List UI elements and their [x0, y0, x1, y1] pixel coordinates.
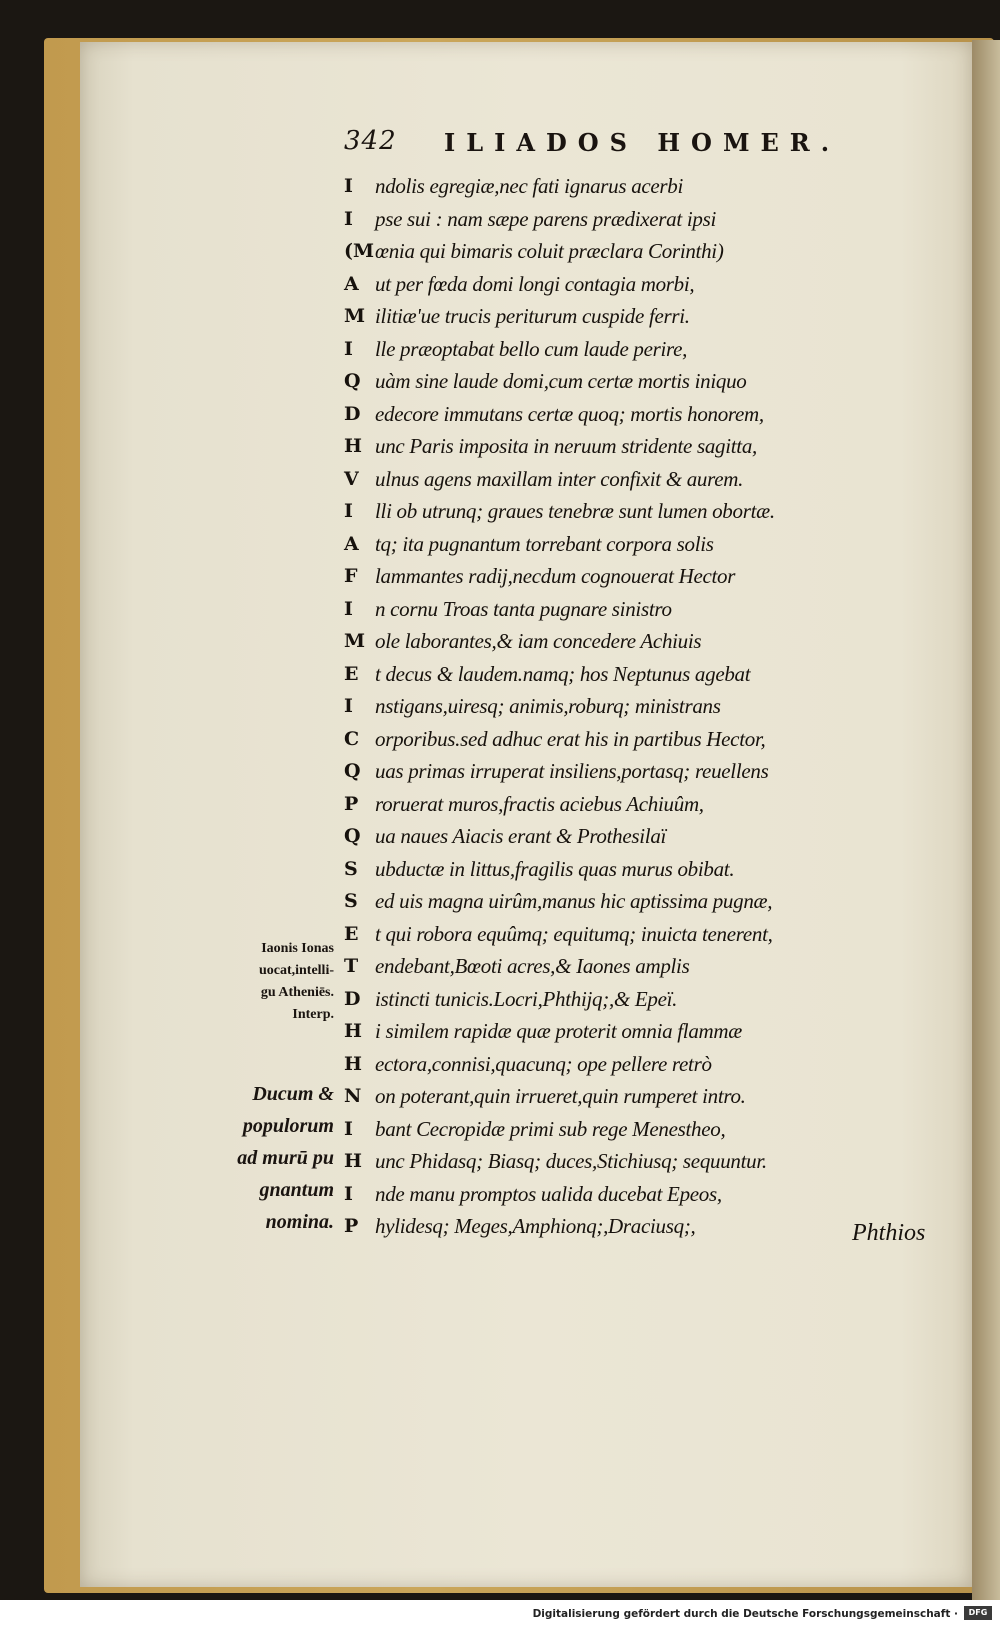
verse-text: nstigans,uiresq; animis,roburq; ministrans	[375, 694, 721, 718]
verse-line	[344, 788, 904, 821]
verse-line	[344, 528, 904, 561]
verse-line	[344, 755, 904, 788]
verse-line	[344, 1113, 904, 1146]
verse-text: ed uis magna uirûm,manus hic aptissima pugnæ,	[375, 889, 773, 913]
verse-initial: M	[344, 630, 366, 652]
verse-text: orporibus.sed adhuc erat his in partibus Hector,	[375, 726, 766, 751]
verse-line	[344, 268, 904, 301]
verse-initial: F	[344, 565, 358, 587]
verse-block	[344, 170, 904, 1243]
funding-credit: Digitalisierung gefördert durch die Deutsche Forschungsgemeinschaft ·	[532, 1608, 958, 1620]
verse-initial: H	[344, 1150, 362, 1172]
verse-line	[344, 983, 904, 1016]
verse-line	[344, 625, 904, 658]
verse-text: ubductæ in littus,fragilis quas murus obibat.	[375, 856, 735, 881]
margin-note-line: gnantum	[259, 1179, 334, 1201]
verse-initial: I	[344, 695, 353, 717]
verse-text: uàm sine laude domi,cum certæ mortis iniquo	[375, 369, 747, 393]
verse-initial: E	[344, 662, 359, 685]
verse-initial: Q	[344, 825, 361, 847]
verse-line	[344, 1210, 904, 1243]
verse-line	[344, 398, 904, 431]
verse-initial: (M	[344, 240, 375, 262]
verse-text: n cornu Troas tanta pugnare sinistro	[375, 596, 672, 621]
verse-line	[344, 463, 904, 496]
verse-line	[344, 1145, 904, 1178]
margin-note-line: Interp.	[292, 1007, 334, 1022]
verse-text: hylidesq; Meges,Amphionq;,Draciusq;,	[375, 1214, 696, 1238]
verse-line	[344, 560, 904, 593]
verse-line	[344, 333, 904, 366]
verse-line	[344, 1048, 904, 1081]
verse-initial: N	[344, 1085, 362, 1107]
verse-line	[344, 1178, 904, 1211]
verse-text: ua naues Aiacis erant & Prothesilaï	[375, 824, 667, 848]
verse-line	[344, 658, 904, 691]
verse-initial: I	[344, 207, 353, 230]
verse-text: ectora,connisi,quacunq; ope pellere retrò	[375, 1051, 712, 1076]
verse-line	[344, 1015, 904, 1048]
verse-line	[344, 723, 904, 756]
verse-text: t qui robora equûmq; equitumq; inuicta tenerent,	[375, 921, 773, 946]
running-head	[344, 126, 844, 166]
verse-initial: H	[344, 435, 362, 457]
verse-line	[344, 235, 904, 268]
verse-initial: I	[344, 597, 353, 620]
verse-initial: P	[344, 792, 359, 815]
verse-initial: P	[344, 1215, 359, 1237]
verse-initial: H	[344, 1052, 362, 1075]
verse-initial: I	[344, 500, 353, 522]
verse-text: endebant,Bœoti acres,& Iaones amplis	[375, 954, 690, 978]
verse-text: œnia qui bimaris coluit præclara Corinthi)	[375, 239, 724, 263]
catchword: Phthios	[852, 1220, 926, 1246]
margin-note-line: nomina.	[265, 1211, 334, 1233]
verse-text: lli ob utrunq; graues tenebræ sunt lumen obortæ.	[375, 499, 775, 523]
verse-initial: T	[344, 955, 359, 977]
verse-text: roruerat muros,fractis aciebus Achiuûm,	[375, 791, 704, 816]
verse-text: uas primas irruperat insiliens,portasq; reuellens	[375, 759, 769, 783]
footer	[0, 1600, 1000, 1628]
verse-initial: H	[344, 1020, 362, 1042]
verse-initial: A	[344, 272, 359, 295]
verse-initial: V	[344, 467, 359, 490]
verse-text: edecore immutans certæ quoq; mortis honorem,	[375, 401, 764, 426]
verse-initial: I	[344, 1117, 353, 1140]
verse-initial: A	[344, 532, 359, 555]
margin-note-line: gu Atheniēs.	[260, 985, 334, 1000]
verse-text: bant Cecropidæ primi sub rege Menestheo,	[375, 1116, 726, 1141]
verse-initial: E	[344, 922, 359, 945]
margin-note-line: populorum	[242, 1115, 334, 1137]
verse-line	[344, 690, 904, 723]
verse-line	[344, 495, 904, 528]
verse-text: ulnus agens maxillam inter confixit & aurem.	[375, 466, 744, 491]
verse-line	[344, 365, 904, 398]
verse-line	[344, 885, 904, 918]
verse-text: nde manu promptos ualida ducebat Epeos,	[375, 1181, 722, 1206]
margin-note-line: ad murū pu	[237, 1147, 334, 1169]
verse-line	[344, 300, 904, 333]
verse-initial: I	[344, 175, 353, 197]
verse-initial: Q	[344, 370, 361, 392]
verse-initial: C	[344, 727, 360, 750]
verse-initial: I	[344, 1182, 353, 1205]
verse-text: ndolis egregiæ,nec fati ignarus acerbi	[375, 174, 684, 198]
verse-line	[344, 853, 904, 886]
verse-initial: D	[344, 987, 361, 1010]
verse-text: lle præoptabat bello cum laude perire,	[375, 336, 688, 361]
verse-text: t decus & laudem.namq; hos Neptunus agebat	[375, 661, 751, 686]
margin-note-iaones	[222, 938, 334, 1026]
verse-initial: D	[344, 402, 361, 425]
verse-text: i similem rapidæ quæ proterit omnia flammæ	[375, 1019, 742, 1043]
verse-line	[344, 1080, 904, 1113]
verse-text: istincti tunicis.Locri,Phthijq;,& Epeï.	[375, 986, 678, 1011]
verse-text: ut per fœda domi longi contagia morbi,	[375, 271, 695, 296]
running-head-title: ILIADOS HOMER.	[444, 128, 841, 157]
verse-text: ilitiæ'ue trucis periturum cuspide ferri.	[375, 304, 690, 328]
verse-line	[344, 918, 904, 951]
verse-initial: S	[344, 890, 358, 912]
verse-initial: I	[344, 337, 353, 360]
verse-line	[344, 820, 904, 853]
verse-initial: Q	[344, 760, 361, 782]
facing-page-edge	[972, 40, 1000, 1600]
verse-line	[344, 170, 904, 203]
dfg-logo-icon: DFG	[964, 1606, 992, 1620]
verse-line	[344, 430, 904, 463]
margin-note-line: Ducum &	[252, 1083, 334, 1105]
verse-text: pse sui : nam sæpe parens prædixerat ipsi	[375, 206, 716, 231]
verse-line	[344, 593, 904, 626]
verse-text: ole laborantes,& iam concedere Achiuis	[375, 629, 702, 653]
verse-text: on poterant,quin irrueret,quin rumperet intro.	[375, 1084, 746, 1108]
verse-text: lammantes radij,necdum cognouerat Hector	[375, 564, 736, 588]
verse-line	[344, 950, 904, 983]
verse-initial: S	[344, 857, 358, 880]
margin-note-line: Iaonis Ionas	[261, 941, 334, 956]
verse-initial: M	[344, 305, 366, 327]
verse-text: tq; ita pugnantum torrebant corpora solis	[375, 531, 714, 556]
verse-line	[344, 203, 904, 236]
page-number: 342	[344, 126, 397, 156]
verse-text: unc Paris imposita in neruum stridente sagitta,	[375, 434, 757, 458]
margin-note-ducum	[220, 1078, 334, 1238]
margin-note-line: uocat,intelli-	[258, 963, 334, 978]
verse-text: unc Phidasq; Biasq; duces,Stichiusq; sequuntur.	[375, 1149, 767, 1173]
